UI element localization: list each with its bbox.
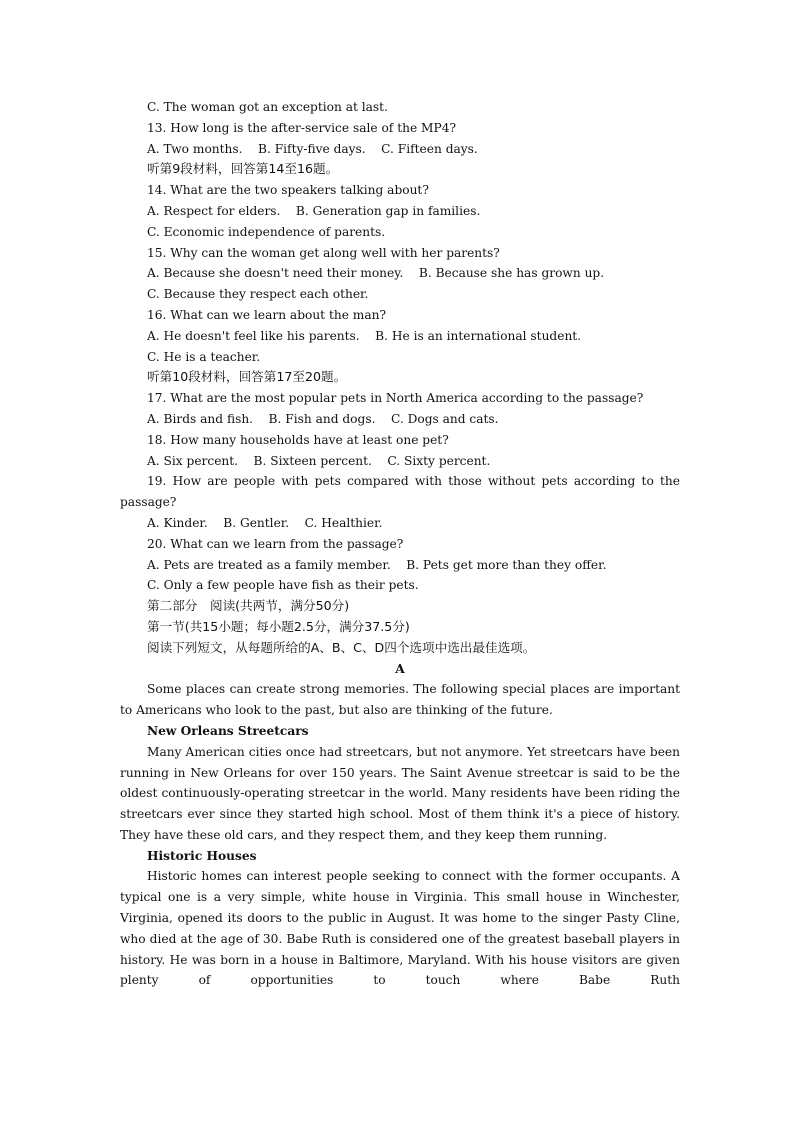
listening-questions-top xyxy=(120,97,680,471)
question-line: 18. How many households have at least one pet? xyxy=(147,432,449,447)
section-instruction: 听第9段材料，回答第14至16题。 xyxy=(147,161,339,177)
question-line: C. He is a teacher. xyxy=(147,349,261,364)
passage-label: A xyxy=(395,661,405,676)
question-line: C. Economic independence of parents. xyxy=(147,224,386,239)
listening-questions-bottom xyxy=(120,513,680,659)
question-line: A. Six percent. B. Sixteen percent. C. Sixty percent. xyxy=(147,453,491,468)
question-line: A. Two months. B. Fifty-five days. C. Fifteen days. xyxy=(147,141,478,156)
question-line: 16. What can we learn about the man? xyxy=(147,307,386,322)
question-line: 14. What are the two speakers talking about? xyxy=(147,183,429,198)
page-content xyxy=(120,97,680,991)
section-instruction: 阅读下列短文，从每题所给的A、B、C、D四个选项中选出最佳选项。 xyxy=(147,639,536,655)
question-line: C. The woman got an exception at last. xyxy=(147,100,388,114)
question-line: 15. Why can the woman get along well with her parents? xyxy=(147,245,500,260)
section-instruction: 第二部分 阅读(共两节，满分50分) xyxy=(147,598,350,614)
question-line: A. Kinder. B. Gentler. C. Healthier. xyxy=(147,515,383,530)
section-heading-streetcars: New Orleans Streetcars xyxy=(147,723,309,738)
question-line: A. Birds and fish. B. Fish and dogs. C. Dogs and cats. xyxy=(147,411,499,426)
section-heading-historic-houses: Historic Houses xyxy=(147,848,257,863)
section-instruction: 第一节(共15小题；每小题2.5分，满分37.5分) xyxy=(147,618,410,634)
question-line: 13. How long is the after-service sale of the MP4? xyxy=(147,120,456,135)
paragraph-historic-houses: Historic homes can interest people seeking to connect with the former occupants. A typical one is a very simple, white house in Virginia. This small house in Winchester, Virginia, opened its doors to the public in August. It was home to the singer Pasty Cline, who died at the age of 30. Babe Ruth is considered one of the greatest baseball players in history. He was born in a house in Baltimore, Maryland. With his house visitors are given plenty of opportunities to touch where Babe Ruth xyxy=(120,869,680,988)
question-line: 20. What can we learn from the passage? xyxy=(147,536,404,551)
section-instruction: 听第10段材料，回答第17至20题。 xyxy=(147,369,347,385)
question-line: A. Because she doesn't need their money. B. Because she has grown up. xyxy=(147,266,605,281)
question-line: C. Only a few people have fish as their pets. xyxy=(147,578,419,593)
question-line: A. He doesn't feel like his parents. B. He is an international student. xyxy=(147,328,582,343)
question-line: A. Respect for elders. B. Generation gap in families. xyxy=(147,203,481,218)
question-19: 19. How are people with pets compared with those without pets according to the passage? xyxy=(120,474,680,510)
question-line: C. Because they respect each other. xyxy=(147,287,369,302)
paragraph-streetcars: Many American cities once had streetcars, but not anymore. Yet streetcars have been running in New Orleans for over 150 years. The Saint Avenue streetcar is said to be the oldest continuously-operating streetcar in the world. Many residents have been riding the streetcars ever since they started high school. Most of them think it's a piece of history. They have these old cars, and they respect them, and they keep them running. xyxy=(120,744,680,842)
passage-intro: Some places can create strong memories. The following special places are important to Americans who look to the past, but also are thinking of the future. xyxy=(120,682,680,718)
question-line: A. Pets are treated as a family member. B. Pets get more than they offer. xyxy=(147,557,607,572)
question-line: 17. What are the most popular pets in North America according to the passage? xyxy=(147,391,644,406)
